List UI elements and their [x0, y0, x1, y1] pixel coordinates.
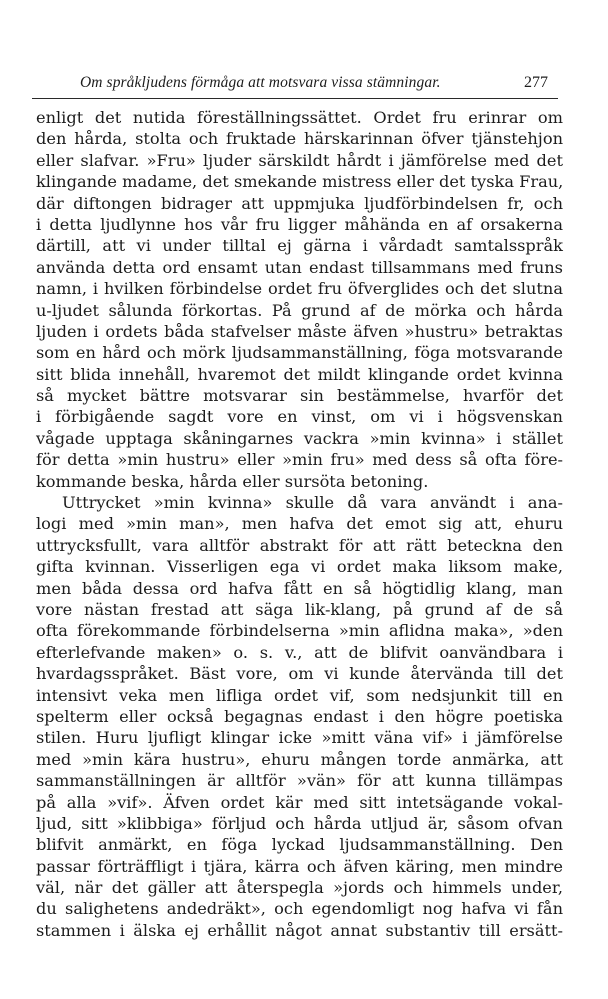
text-line: med »min kära hustru», ehuru mången torde anmärka, att — [36, 749, 563, 769]
text-line: på alla »vif». Äfven ordet kär med sitt intetsägande vokal- — [36, 792, 563, 812]
text-line: vågade upptaga skåningarnes vackra »min kvinna» i stället — [36, 428, 563, 448]
header-rule — [32, 98, 558, 99]
text-line: stammen i älska ej erhållit något annat substantiv till ersätt- — [36, 920, 563, 940]
text-line: väl, när det gäller att återspegla »jords och himmels under, — [36, 878, 563, 898]
paragraph-end-line: kommande beska, hårda eller sursöta betoning. — [36, 471, 429, 491]
text-line: efterlefvande maken» o. s. v., att de blifvit oanvändbara i — [36, 642, 563, 662]
text-line: intensivt veka men lifliga ordet vif, som nedsjunkit till en — [36, 685, 563, 705]
text-line: logi med »min man», men hafva det emot sig att, ehuru — [36, 514, 563, 534]
text-line: vore nästan frestad att säga lik-klang, på grund af de så — [36, 599, 563, 619]
text-line: där diftongen bidrager att uppmjuka ljudförbindelsen fr, och — [36, 193, 563, 213]
text-line: namn, i hvilken förbindelse ordet fru öfverglides och det slutna — [36, 279, 563, 299]
text-line: använda detta ord ensamt utan endast tillsammans med fruns — [36, 257, 563, 277]
body-text — [36, 107, 563, 941]
text-line: som en hård och mörk ljudsammanställning, föga motsvarande — [36, 343, 563, 363]
text-line: uttrycksfullt, vara alltför abstrakt för att rätt beteckna den — [36, 535, 563, 555]
text-line: i detta ljudlynne hos vår fru ligger måhända en af orsakerna — [36, 214, 563, 234]
text-line: sitt blida innehåll, hvaremot det mildt klingande ordet kvinna — [36, 364, 563, 384]
text-line: klingande madame, det smekande mistress eller det tyska Frau, — [36, 172, 564, 192]
text-line: den hårda, stolta och fruktade härskarinnan öfver tjänstehjon — [36, 129, 563, 149]
page-header — [32, 74, 548, 96]
text-line: eller slafvar. »Fru» ljuder särskildt hårdt i jämförelse med det — [36, 150, 563, 170]
text-line: ofta förekommande förbindelserna »min aflidna maka», »den — [36, 621, 563, 641]
text-line: ljuden i ordets båda stafvelser måste äfven »hustru» betraktas — [36, 321, 563, 341]
text-line: gifta kvinnan. Visserligen ega vi ordet maka liksom make, — [36, 557, 563, 577]
running-head: Om språkljudens förmåga att motsvara vissa stämningar. — [80, 74, 441, 91]
text-line: därtill, att vi under tilltal ej gärna i vårdadt samtalsspråk — [36, 236, 563, 256]
text-line: blifvit anmärkt, en föga lyckad ljudsammanställning. Den — [36, 835, 563, 855]
text-line: för detta »min hustru» eller »min fru» med dess så ofta före- — [36, 450, 563, 470]
text-line: du salighetens andedräkt», och egendomligt nog hafva vi fån — [36, 899, 563, 919]
text-line: u-ljudet sålunda förkortas. På grund af de mörka och hårda — [36, 300, 563, 320]
text-line: ljud, sitt »klibbiga» förljud och hårda utljud är, såsom ofvan — [36, 813, 563, 833]
text-line: sammanställningen är alltför »vän» för att kunna tillämpas — [36, 771, 563, 791]
text-line: så mycket bättre motsvarar sin bestämmelse, hvarför det — [36, 386, 563, 406]
page-number: 277 — [524, 74, 548, 91]
text-line: spelterm eller också begagnas endast i den högre poetiska — [36, 706, 563, 726]
text-line: hvardagsspråket. Bäst vore, om vi kunde återvända till det — [36, 664, 563, 684]
text-line: enligt det nutida föreställningssättet. Ordet fru erinrar om — [36, 108, 563, 127]
text-line: i förbigående sagdt vore en vinst, om vi i högsvenskan — [36, 407, 563, 427]
paragraph-start-line: Uttrycket »min kvinna» skulle då vara användt i ana- — [62, 493, 563, 513]
text-line: stilen. Huru ljufligt klingar icke »mitt väna vif» i jämförelse — [36, 728, 563, 748]
text-line: men båda dessa ord hafva fått en så högtidlig klang, man — [36, 578, 563, 598]
text-line: passar förträffligt i tjära, kärra och äfven käring, men mindre — [36, 856, 563, 876]
